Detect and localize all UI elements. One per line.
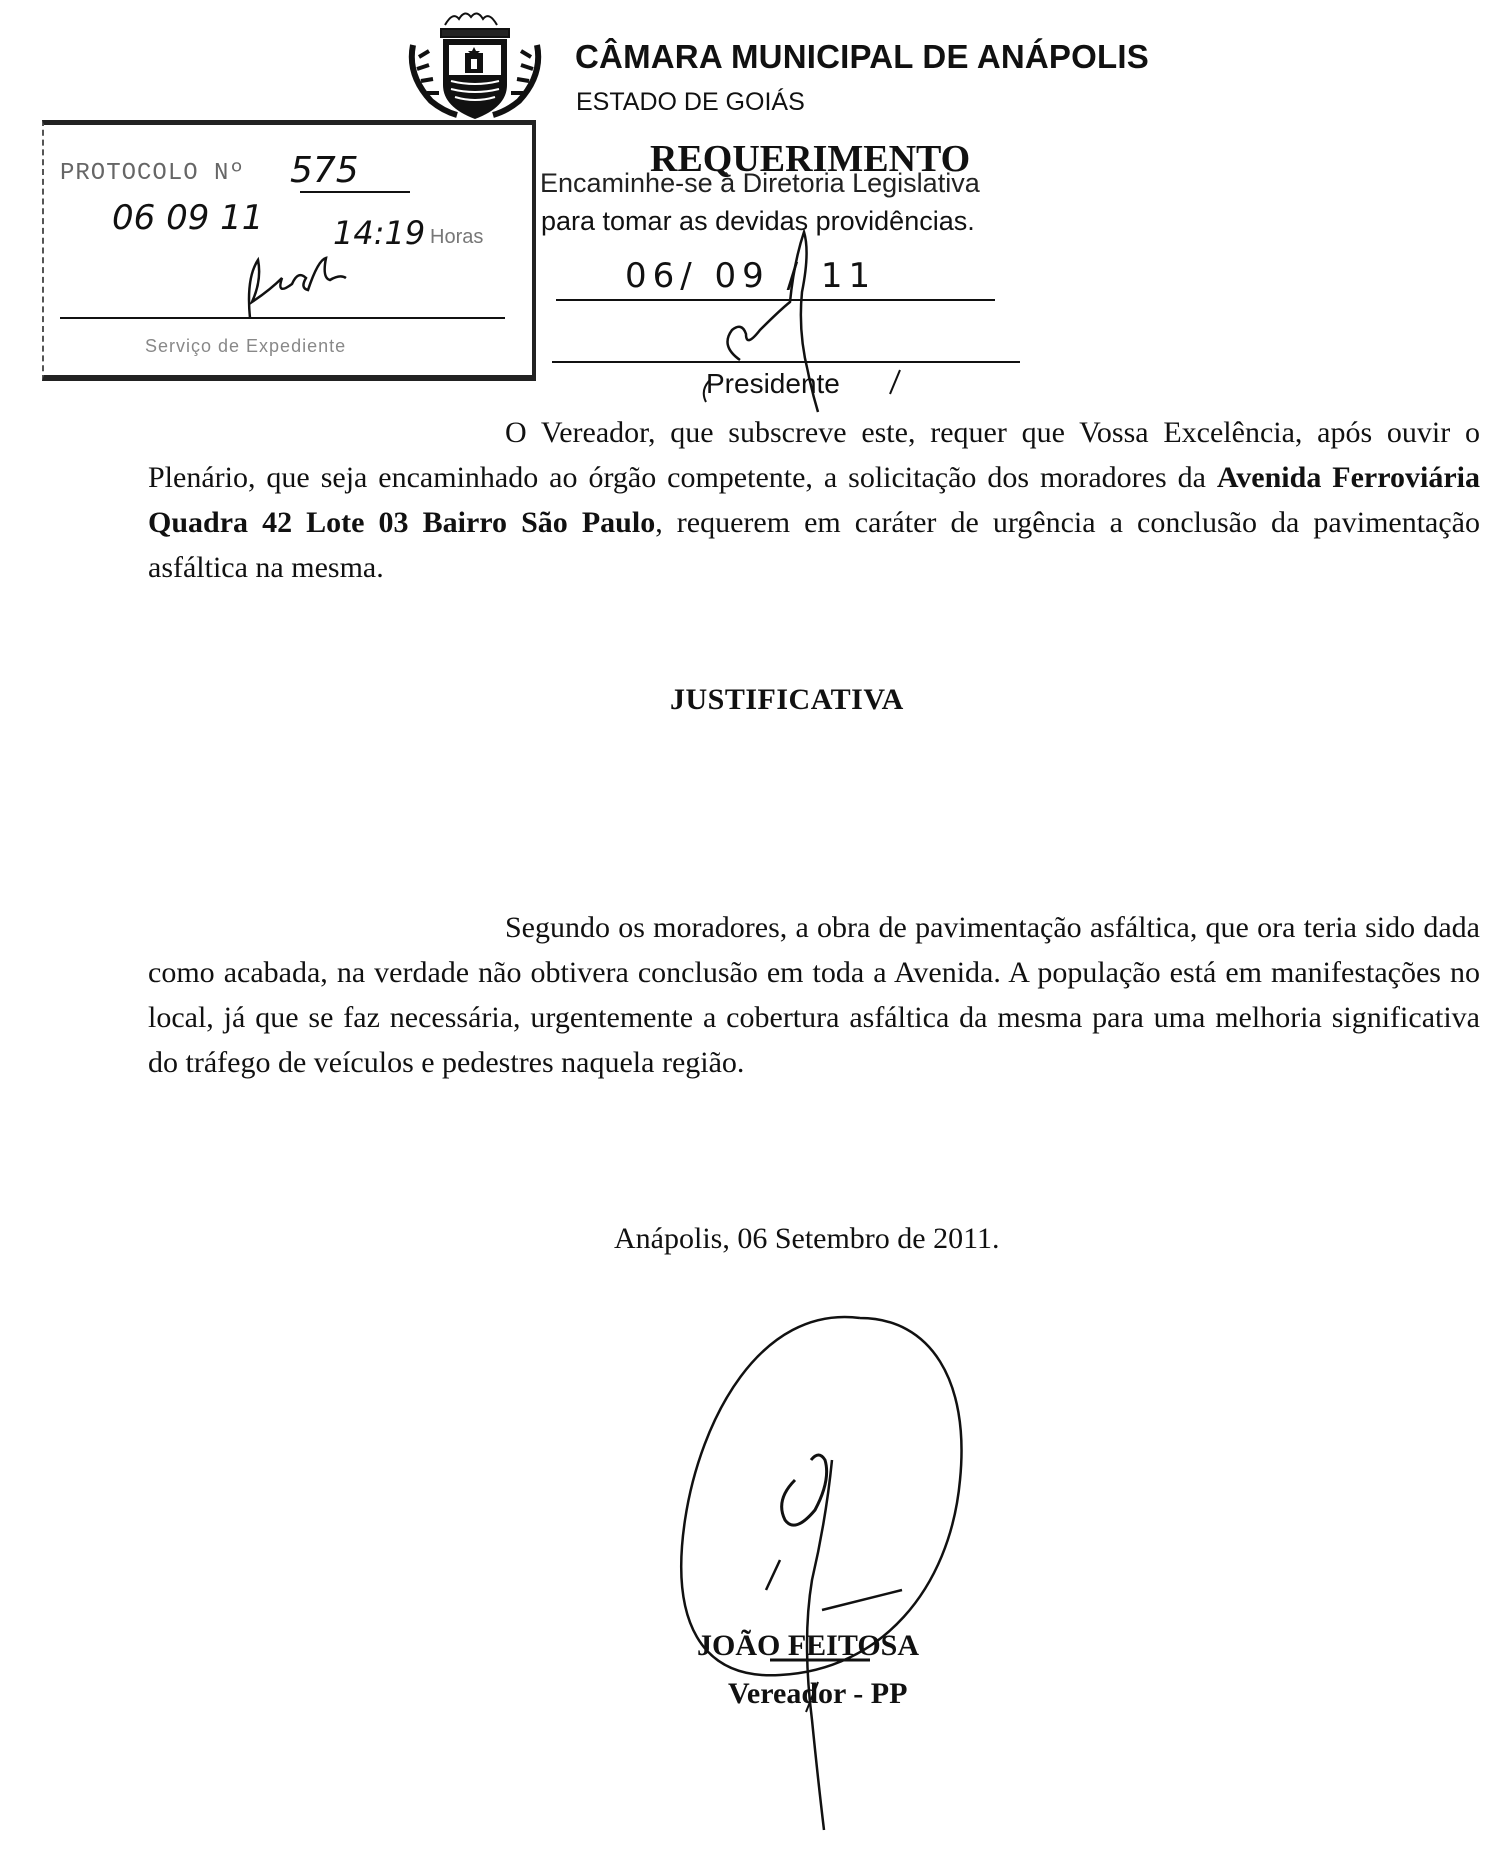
request-outro: , requerem em caráter de urgência a conclusão da pavimentação asfáltica na mesma. <box>148 506 1480 584</box>
document-title: REQUERIMENTO <box>650 138 971 180</box>
justification-paragraph <box>148 905 1480 1085</box>
dispatch-date: 06/ 09 / 11 <box>625 256 877 296</box>
request-address: Avenida Ferroviária Quadra 42 Lote 03 Bairro São Paulo <box>148 461 1480 539</box>
signatory-role: Vereador - PP <box>728 1677 908 1710</box>
municipal-coat-of-arms-icon <box>405 5 545 123</box>
protocol-date: 06 09 11 <box>112 198 264 238</box>
header-subtitle: ESTADO DE GOIÁS <box>576 88 805 116</box>
request-intro: O Vereador, que subscreve este, requer que Vossa Excelência, após ouvir o Plenário, que seja encaminhado ao órgão competente, a solicitação dos moradores da <box>148 416 1480 494</box>
signatory-name: JOÃO FEITOSA <box>697 1629 919 1662</box>
signatory-signature <box>681 1317 961 1675</box>
justification-text: Segundo os moradores, a obra de pavimentação asfáltica, que ora teria sido dada como acabada, na verdade não obtivera conclusão em toda a Avenida. A população está em manifestações no local, já que se faz necessária, urgentemente a cobertura asfáltica da mesma para uma melhoria significativa do tráfego de veículos e pedestres naquela região. <box>148 911 1480 1079</box>
protocol-label: PROTOCOLO Nº <box>60 160 245 187</box>
protocol-number: 575 <box>290 150 359 191</box>
place-date: Anápolis, 06 Setembro de 2011. <box>614 1222 1000 1255</box>
request-paragraph <box>148 410 1480 590</box>
protocol-time-unit: Horas <box>430 226 484 248</box>
dispatch-line-1: Encaminhe-se à Diretoria Legislativa <box>540 168 980 198</box>
justification-heading: JUSTIFICATIVA <box>670 683 904 716</box>
protocol-footer: Serviço de Expediente <box>145 336 347 356</box>
dispatch-line-2: para tomar as devidas providências. <box>541 206 975 236</box>
dispatch-role: Presidente <box>706 368 840 399</box>
protocol-time: 14:19 <box>333 214 426 252</box>
header-title: CÂMARA MUNICIPAL DE ANÁPOLIS <box>575 38 1149 75</box>
